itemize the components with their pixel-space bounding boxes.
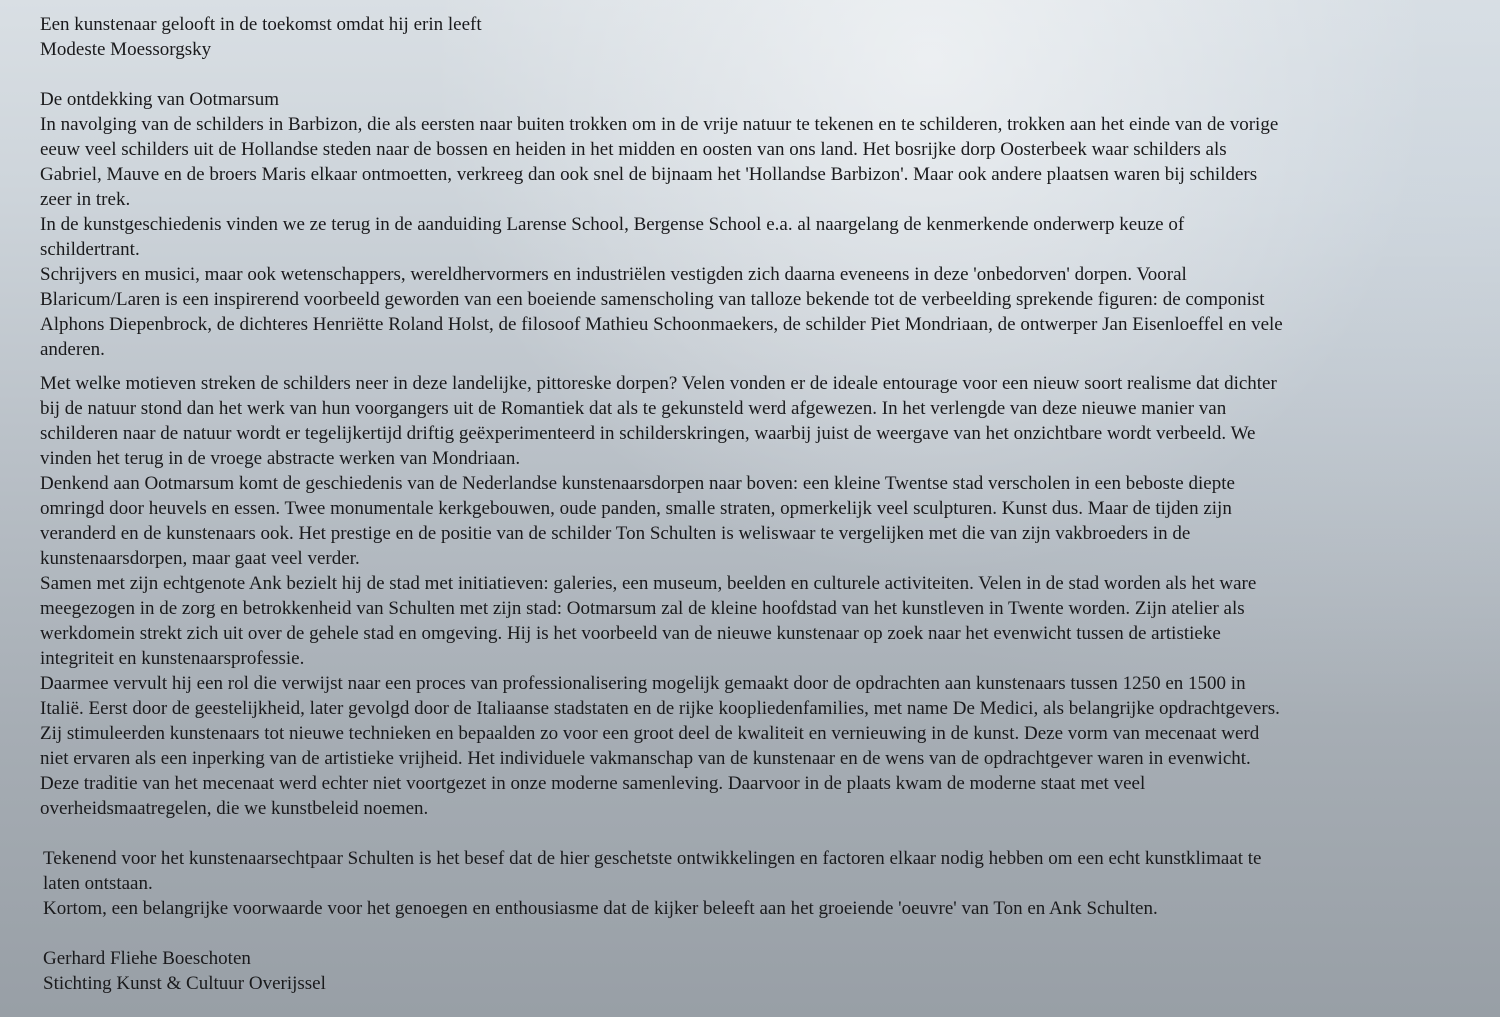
section-ontdekking: [40, 87, 1490, 362]
paragraph-line: integriteit en kunstenaarsprofessie.: [40, 648, 305, 669]
paragraph-line: Met welke motieven streken de schilders neer in deze landelijke, pittoreske dorpen? Velen vonden er de ideale entourage voor een nieuw soort realisme dat dichter: [40, 373, 1277, 394]
paragraph-line: Denkend aan Ootmarsum komt de geschiedenis van de Nederlandse kunstenaarsdorpen naar boven: een kleine Twentse stad verscholen in een beboste diepte: [40, 473, 1235, 494]
paragraph-line: kunstenaarsdorpen, maar gaat veel verder.: [40, 548, 360, 569]
paragraph-line: Italië. Eerst door de geestelijkheid, later gevolgd door de Italiaanse stadstaten en de rijke koopliedenfamilies, met name De Medici, als belangrijke opdrachtgevers.: [40, 698, 1280, 719]
paragraph-line: In navolging van de schilders in Barbizon, die als eersten naar buiten trokken om in de vrije natuur te tekenen en te schilderen, trokken aan het einde van de vorige: [40, 114, 1279, 135]
section-motieven: [40, 371, 1490, 821]
paragraph-line: anderen.: [40, 339, 105, 360]
section-conclusie: [43, 846, 1490, 921]
paragraph-line: schildertrant.: [40, 239, 140, 260]
paragraph-line: meegezogen in de zorg en betrokkenheid van Schulten met zijn stad: Ootmarsum zal de kleine hoofdstad van het kunstleven in Twente worden. Zijn atelier als: [40, 598, 1245, 619]
paragraph-line: Daarmee vervult hij een rol die verwijst naar een proces van professionalisering mogelijk gemaakt door de opdrachten aan kunstenaars tussen 1250 en 1500 in: [40, 673, 1246, 694]
paragraph-line: bij de natuur stond dan het werk van hun voorgangers uit de Romantiek dat als te gekunsteld werd afgewezen. In het verlengde van deze nieuwe manier van: [40, 398, 1227, 419]
paragraph-line: vinden het terug in de vroege abstracte werken van Mondriaan.: [40, 448, 521, 469]
spacer: [40, 921, 1490, 946]
paragraph-line: Kortom, een belangrijke voorwaarde voor het genoegen en enthousiasme dat de kijker beleeft aan het groeiende 'oeuvre' van Ton en Ank Schulten.: [43, 898, 1158, 919]
paragraph-line: eeuw veel schilders uit de Hollandse steden naar de bossen en heiden in het midden en oosten van ons land. Het bosrijke dorp Oosterbeek waar schilders als: [40, 139, 1227, 160]
paragraph-line: Blaricum/Laren is een inspirerend voorbeeld geworden van een boeiende samenscholing van talloze bekende tot de verbeelding sprekende figuren: de componist: [40, 289, 1265, 310]
paragraph-line: niet ervaren als een inperking van de artistieke vrijheid. Het individuele vakmanschap van de kunstenaar en de wens van de opdrachtgever waren in evenwicht.: [40, 748, 1251, 769]
paragraph-line: Tekenend voor het kunstenaarsechtpaar Schulten is het besef dat de hier geschetste ontwikkelingen en factoren elkaar nodig hebben om een echt kunstklimaat te: [43, 848, 1262, 869]
paragraph-line: Schrijvers en musici, maar ook wetenschappers, wereldhervormers en industriëlen vestigden zich daarna eveneens in deze 'onbedorven' dorpen. Vooral: [40, 264, 1187, 285]
paragraph-line: veranderd en de kunstenaars ook. Het prestige en de positie van de schilder Ton Schulten is weliswaar te vergelijken met die van zijn vakbroeders in de: [40, 523, 1191, 544]
paragraph-line: Samen met zijn echtgenote Ank bezielt hij de stad met initiatieven: galeries, een museum, beelden en culturele activiteiten. Velen in de stad worden als het ware: [40, 573, 1257, 594]
paragraph-line: werkdomein strekt zich uit over de gehele stad en omgeving. Hij is het voorbeeld van de nieuwe kunstenaar op zoek naar het evenwicht tussen de artistieke: [40, 623, 1221, 644]
spacer: [40, 62, 1490, 87]
quote-text: Een kunstenaar gelooft in de toekomst omdat hij erin leeft: [40, 14, 482, 35]
signature-block: [43, 946, 1490, 996]
paragraph-line: Zij stimuleerden kunstenaars tot nieuwe technieken en bepaalden zo voor een groot deel de kwaliteit en vernieuwing in de kunst. Deze vorm van mecenaat werd: [40, 723, 1260, 744]
spacer: [40, 821, 1490, 846]
paragraph-line: Deze traditie van het mecenaat werd echter niet voortgezet in onze moderne samenleving. Daarvoor in de plaats kwam de moderne staat met veel: [40, 773, 1146, 794]
paragraph-line: overheidsmaatregelen, die we kunstbeleid noemen.: [40, 798, 429, 819]
spacer: [40, 362, 1490, 371]
paragraph-line: Alphons Diepenbrock, de dichteres Henriëtte Roland Holst, de filosoof Mathieu Schoonmaekers, de schilder Piet Mondriaan, de ontwerper Jan Eisenloeffel en vele: [40, 314, 1283, 335]
paragraph-line: schilderen naar de natuur wordt er tegelijkertijd driftig geëxperimenteerd in schilderskringen, waarbij juist de weergave van het onzichtbare wordt verbeeld. We: [40, 423, 1256, 444]
plaque-text: [40, 12, 1490, 996]
quote-block: [40, 12, 1490, 62]
quote-author: Modeste Moessorgsky: [40, 39, 212, 60]
paragraph-line: In de kunstgeschiedenis vinden we ze terug in de aanduiding Larense School, Bergense School e.a. al naargelang de kenmerkende onderwerp keuze of: [40, 214, 1185, 235]
paragraph-line: laten ontstaan.: [43, 873, 153, 894]
signature-organization: Stichting Kunst & Cultuur Overijssel: [43, 973, 326, 994]
paragraph-line: zeer in trek.: [40, 189, 131, 210]
section-title: De ontdekking van Ootmarsum: [40, 89, 280, 110]
paragraph-line: Gabriel, Mauve en de broers Maris elkaar ontmoetten, verkreeg dan ook snel de bijnaam het 'Hollandse Barbizon'. Maar ook andere plaatsen waren bij schilders: [40, 164, 1258, 185]
paragraph-line: omringd door heuvels en essen. Twee monumentale kerkgebouwen, oude panden, smalle straten, opmerkelijk veel sculpturen. Kunst dus. Maar de tijden zijn: [40, 498, 1232, 519]
signature-name: Gerhard Fliehe Boeschoten: [43, 948, 251, 969]
